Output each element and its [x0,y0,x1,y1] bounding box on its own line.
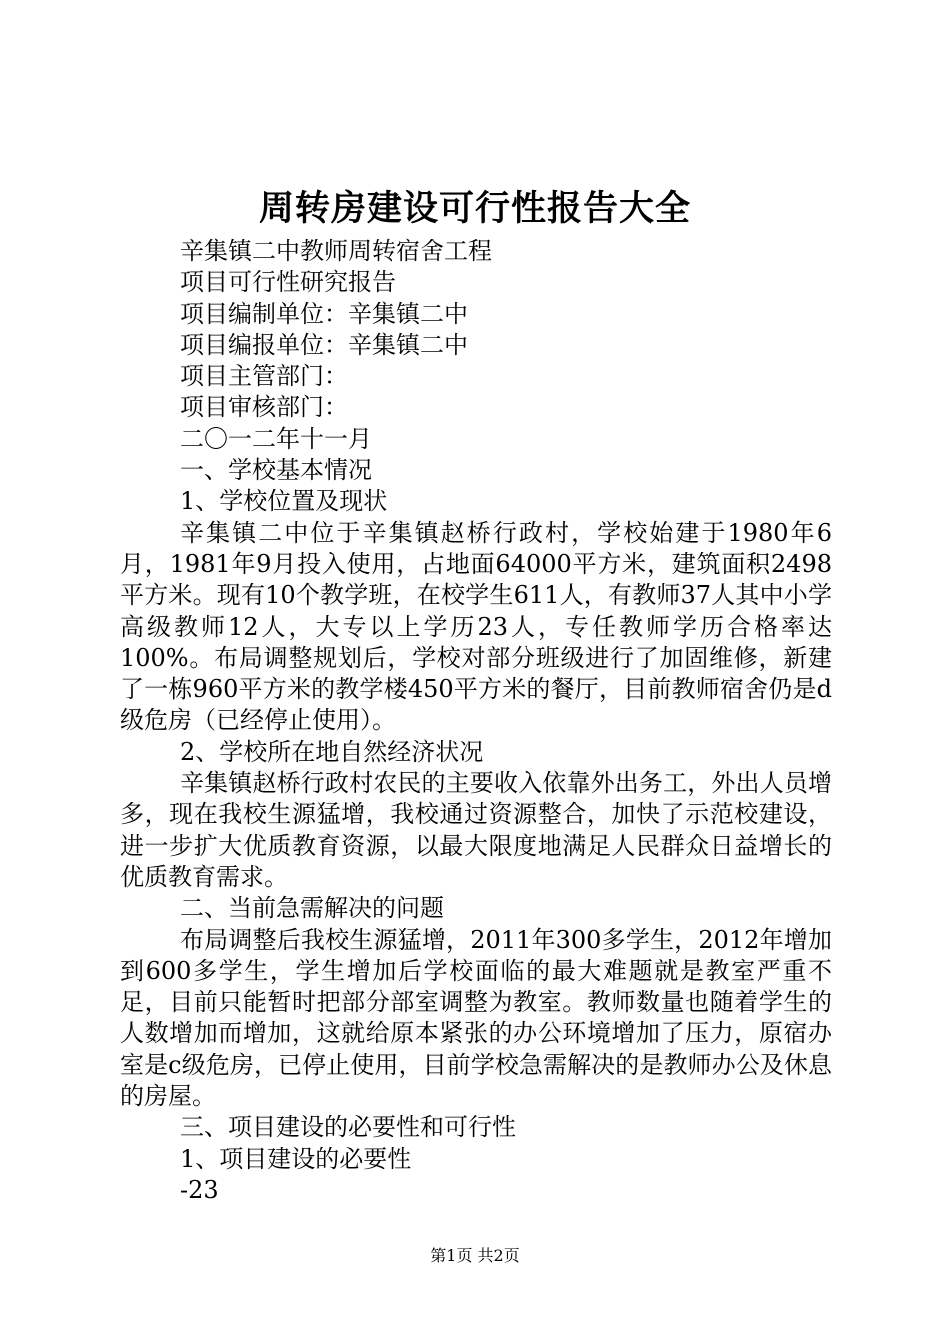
compiling-unit-line: 项目编制单位：辛集镇二中 [180,299,468,328]
paragraph-school-status: 辛集镇二中位于辛集镇赵桥行政村，学校始建于1980年6月，1981年9月投入使用，占地面64000平方米，建筑面积2498平方米。现有10个教学班，在校学生611人，有教师37人其中小学高级教师12人，大专以上学历23人，专任教师学历合格率达100%。布局调整规划后，学校对部分班级进行了加固维修，新建了一栋960平方米的教学楼450平方米的餐厅，目前教师宿舍仍是d级危房（已经停止使用）。 [120,518,832,735]
submitting-unit-line: 项目编报单位：辛集镇二中 [180,330,468,359]
paragraph-problems: 布局调整后我校生源猛增，2011年300多学生，2012年增加到600多学生，学生增加后学校面临的最大难题就是教室严重不足，目前只能暂时把部分部室调整为教室。教师数量也随着学生的人数增加而增加，这就给原本紧张的办公环境增加了压力，原宿办室是c级危房，已停止使用，目前学校急需解决的是教师办公及休息的房屋。 [120,925,832,1111]
document-title: 周转房建设可行性报告大全 [258,188,691,229]
paragraph-economy: 辛集镇赵桥行政村农民的主要收入依靠外出务工，外出人员增多，现在我校生源猛增，我校通过资源整合，加快了示范校建设，进一步扩大优质教育资源，以最大限度地满足人民群众日益增长的优质教育需求。 [120,769,832,891]
project-name-line: 辛集镇二中教师周转宿舍工程 [180,237,492,265]
section-heading-1: 一、学校基本情况 [180,456,372,485]
subsection-heading-1-2: 2、学校所在地自然经济状况 [180,737,484,766]
date-line: 二〇一二年十一月 [180,424,372,453]
supervising-dept-line: 项目主管部门： [180,362,348,391]
section-heading-2: 二、当前急需解决的问题 [180,894,444,923]
subsection-heading-1-1: 1、学校位置及现状 [180,487,388,516]
subsection-heading-3-1: 1、项目建设的必要性 [180,1144,412,1173]
page-footer: 第1页 共2页 [430,1246,520,1265]
trailing-text: -23 [180,1175,219,1204]
reviewing-dept-line: 项目审核部门： [180,393,348,422]
document-body [120,236,832,1206]
section-heading-3: 三、项目建设的必要性和可行性 [180,1113,516,1142]
report-type-line: 项目可行性研究报告 [180,268,396,297]
